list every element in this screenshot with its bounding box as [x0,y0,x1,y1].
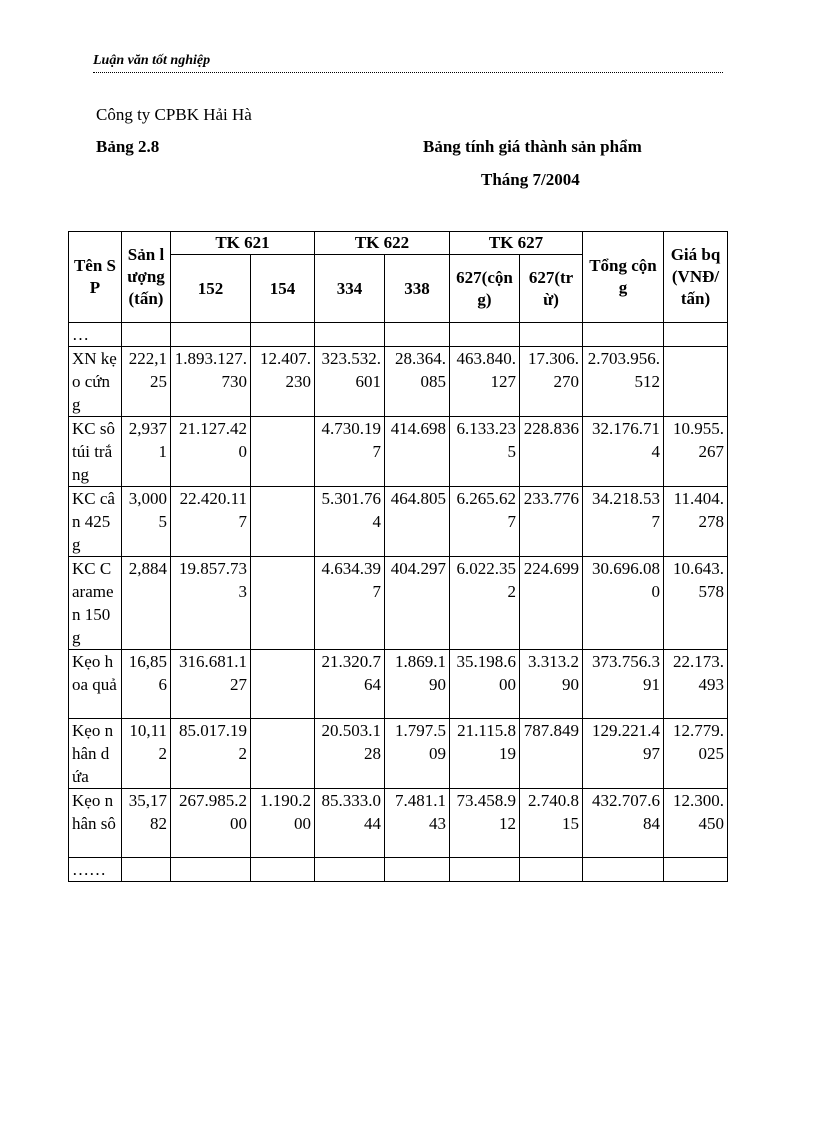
value-cell [171,858,251,882]
value-cell [664,323,728,347]
value-cell: 10.643.578 [664,557,728,650]
header-tk621: TK 621 [171,232,315,255]
header-tk627: TK 627 [450,232,583,255]
value-cell [251,719,315,789]
value-cell: 1.869.190 [385,650,450,719]
value-cell [251,323,315,347]
company-name: Công ty CPBK Hải Hà [96,105,252,124]
value-cell [520,323,583,347]
value-cell [251,417,315,487]
value-cell: 19.857.733 [171,557,251,650]
table-row [69,323,728,347]
value-cell: 20.503.128 [315,719,385,789]
value-cell: 85.017.192 [171,719,251,789]
value-cell: 1.190.200 [251,789,315,858]
value-cell: 22.173.493 [664,650,728,719]
value-cell: 21.320.764 [315,650,385,719]
value-cell: 4.634.397 [315,557,385,650]
header-tong-cong: Tổng cộng [583,232,664,323]
product-name-cell: …… [69,858,122,882]
value-cell: 3.313.290 [520,650,583,719]
table-row [69,789,728,858]
value-cell [664,347,728,417]
value-cell: 28.364.085 [385,347,450,417]
value-cell: 4.730.197 [315,417,385,487]
value-cell: 1.893.127.730 [171,347,251,417]
header-ten-sp: Tên SP [69,232,122,323]
value-cell: 17.306.270 [520,347,583,417]
value-cell: 432.707.684 [583,789,664,858]
value-cell [122,323,171,347]
header-627-cong: 627(cộng) [450,255,520,323]
table-row [69,650,728,719]
value-cell: 129.221.497 [583,719,664,789]
value-cell: 2.703.956.512 [583,347,664,417]
value-cell: 404.297 [385,557,450,650]
header-627-tru: 627(trừ) [520,255,583,323]
value-cell: 85.333.044 [315,789,385,858]
product-name-cell: XN kẹo cứng [69,347,122,417]
value-cell: 34.218.537 [583,487,664,557]
value-cell: 414.698 [385,417,450,487]
value-cell [583,323,664,347]
value-cell: 2.740.815 [520,789,583,858]
table-row [69,417,728,487]
value-cell: 12.300.450 [664,789,728,858]
value-cell: 463.840.127 [450,347,520,417]
value-cell: 1.797.509 [385,719,450,789]
value-cell: 373.756.391 [583,650,664,719]
value-cell: 11.404.278 [664,487,728,557]
header-338: 338 [385,255,450,323]
value-cell: 6.133.235 [450,417,520,487]
value-cell: 3,0005 [122,487,171,557]
value-cell: 267.985.200 [171,789,251,858]
value-cell: 73.458.912 [450,789,520,858]
value-cell: 32.176.714 [583,417,664,487]
value-cell: 10,112 [122,719,171,789]
value-cell: 464.805 [385,487,450,557]
value-cell: 12.407.230 [251,347,315,417]
value-cell [583,858,664,882]
product-name-cell: Kẹo nhân dứa [69,719,122,789]
cost-table [68,231,728,882]
table-row [69,487,728,557]
value-cell: 323.532.601 [315,347,385,417]
product-name-cell: … [69,323,122,347]
value-cell: 228.836 [520,417,583,487]
value-cell [251,487,315,557]
product-name-cell: KC sô túi trắng [69,417,122,487]
value-cell: 12.779.025 [664,719,728,789]
running-header [93,52,723,73]
table-period: Tháng 7/2004 [481,170,580,189]
value-cell [122,858,171,882]
running-header-text: Luận văn tốt nghiệp [93,53,211,68]
value-cell [664,858,728,882]
table-title: Bảng tính giá thành sản phẩm [423,137,642,156]
value-cell [251,557,315,650]
product-name-cell: Kẹo nhân sô [69,789,122,858]
value-cell [385,858,450,882]
value-cell: 5.301.764 [315,487,385,557]
table-row [69,347,728,417]
value-cell [251,858,315,882]
value-cell: 6.265.627 [450,487,520,557]
product-name-cell: Kẹo hoa quả [69,650,122,719]
value-cell: 21.115.819 [450,719,520,789]
value-cell [520,858,583,882]
product-name-cell: KC cân 425g [69,487,122,557]
value-cell [251,650,315,719]
value-cell: 7.481.143 [385,789,450,858]
value-cell [315,858,385,882]
header-san-luong: Sản lượng (tấn) [122,232,171,323]
value-cell: 6.022.352 [450,557,520,650]
header-tk622: TK 622 [315,232,450,255]
value-cell [315,323,385,347]
table-row [69,858,728,882]
value-cell: 787.849 [520,719,583,789]
value-cell: 35,1782 [122,789,171,858]
value-cell: 16,856 [122,650,171,719]
value-cell: 10.955.267 [664,417,728,487]
table-number: Bảng 2.8 [96,137,160,156]
value-cell: 316.681.127 [171,650,251,719]
value-cell: 30.696.080 [583,557,664,650]
value-cell [171,323,251,347]
value-cell: 2,9371 [122,417,171,487]
value-cell: 2,884 [122,557,171,650]
header-152: 152 [171,255,251,323]
value-cell [385,323,450,347]
table-row [69,557,728,650]
value-cell: 22.420.117 [171,487,251,557]
header-334: 334 [315,255,385,323]
value-cell: 224.699 [520,557,583,650]
product-name-cell: KC Caramen 150g [69,557,122,650]
value-cell [450,323,520,347]
table-row [69,719,728,789]
header-154: 154 [251,255,315,323]
header-gia-bq: Giá bq (VNĐ/ tấn) [664,232,728,323]
value-cell: 222,125 [122,347,171,417]
value-cell: 21.127.420 [171,417,251,487]
value-cell: 233.776 [520,487,583,557]
value-cell: 35.198.600 [450,650,520,719]
value-cell [450,858,520,882]
